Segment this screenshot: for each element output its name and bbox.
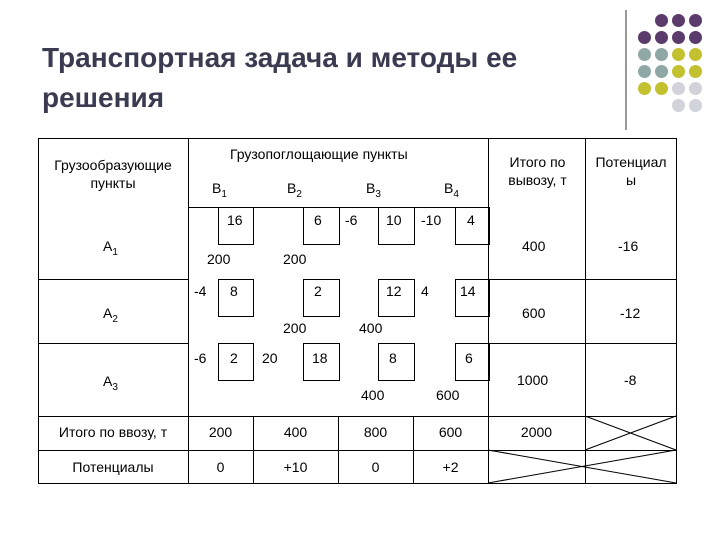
cost-a3-b3: 8 xyxy=(389,350,397,366)
total-out-a3: 1000 xyxy=(517,372,549,388)
header-b4: $B_4$ xyxy=(444,180,459,200)
alloc-a2-b2: 200 xyxy=(283,320,307,336)
alloc-a2-b3: 400 xyxy=(359,320,383,336)
potential-a2-b4: 4 xyxy=(421,283,429,299)
potential-u2: -12 xyxy=(620,305,641,321)
potential-u1: -16 xyxy=(618,238,639,254)
potential-a3-b1: -6 xyxy=(194,350,207,366)
potential-v4: +2 xyxy=(442,459,459,475)
potential-a1-b3: -6 xyxy=(345,212,358,228)
cost-a3-b1: 2 xyxy=(230,350,238,366)
cost-a1-b2: 6 xyxy=(314,212,322,228)
cost-a2-b1: 8 xyxy=(230,283,238,299)
potentials-label: Потенциалы xyxy=(72,459,154,475)
cost-a1-b3: 10 xyxy=(386,212,402,228)
cost-a2-b4: 14 xyxy=(460,283,476,299)
alloc-a1-b2: 200 xyxy=(283,251,307,267)
cost-a3-b4: 6 xyxy=(465,350,473,366)
potential-u3: -8 xyxy=(624,372,637,388)
cost-a1-b4: 4 xyxy=(467,212,475,228)
alloc-a3-b4: 600 xyxy=(436,387,460,403)
alloc-a3-b3: 400 xyxy=(361,387,385,403)
header-b2: $B_2$ xyxy=(287,180,302,200)
row-label-a2: $A_2$ xyxy=(103,305,118,325)
header-potentials: Потенциал ы xyxy=(595,154,667,188)
cost-a2-b3: 12 xyxy=(386,283,402,299)
header-b3: $B_3$ xyxy=(366,180,381,200)
potential-v1: 0 xyxy=(216,459,225,475)
in-total-b4: 600 xyxy=(438,424,463,440)
potential-a1-b4: -10 xyxy=(421,212,442,228)
cost-a3-b2: 18 xyxy=(312,350,328,366)
header-total-out: Итого по вывозу, т xyxy=(508,154,567,188)
potential-v2: +10 xyxy=(283,459,308,475)
header-consumers: Грузопоглощающие пункты xyxy=(230,146,408,162)
cost-a2-b2: 2 xyxy=(314,283,322,299)
total-out-a2: 600 xyxy=(522,305,546,321)
potential-a3-b2: 20 xyxy=(262,350,278,366)
header-b1: $B_1$ xyxy=(212,180,227,200)
in-total-b2: 400 xyxy=(283,424,308,440)
cost-a1-b1: 16 xyxy=(227,212,243,228)
grand-total: 2000 xyxy=(520,424,553,440)
in-total-b1: 200 xyxy=(208,424,233,440)
title-line-1: Транспортная задача и методы ее xyxy=(42,42,518,73)
in-total-label: Итого по ввозу, т xyxy=(58,424,168,440)
in-total-b3: 800 xyxy=(363,424,388,440)
header-suppliers: Грузообразующие пункты xyxy=(54,157,172,191)
potential-v3: 0 xyxy=(371,459,380,475)
row-label-a3: $A_3$ xyxy=(103,373,118,393)
potential-a2-b1: -4 xyxy=(194,283,207,299)
row-label-a1: $A_1$ xyxy=(103,238,118,258)
total-out-a1: 400 xyxy=(522,238,546,254)
title-line-2: решения xyxy=(42,82,165,113)
alloc-a1-b1: 200 xyxy=(207,251,231,267)
